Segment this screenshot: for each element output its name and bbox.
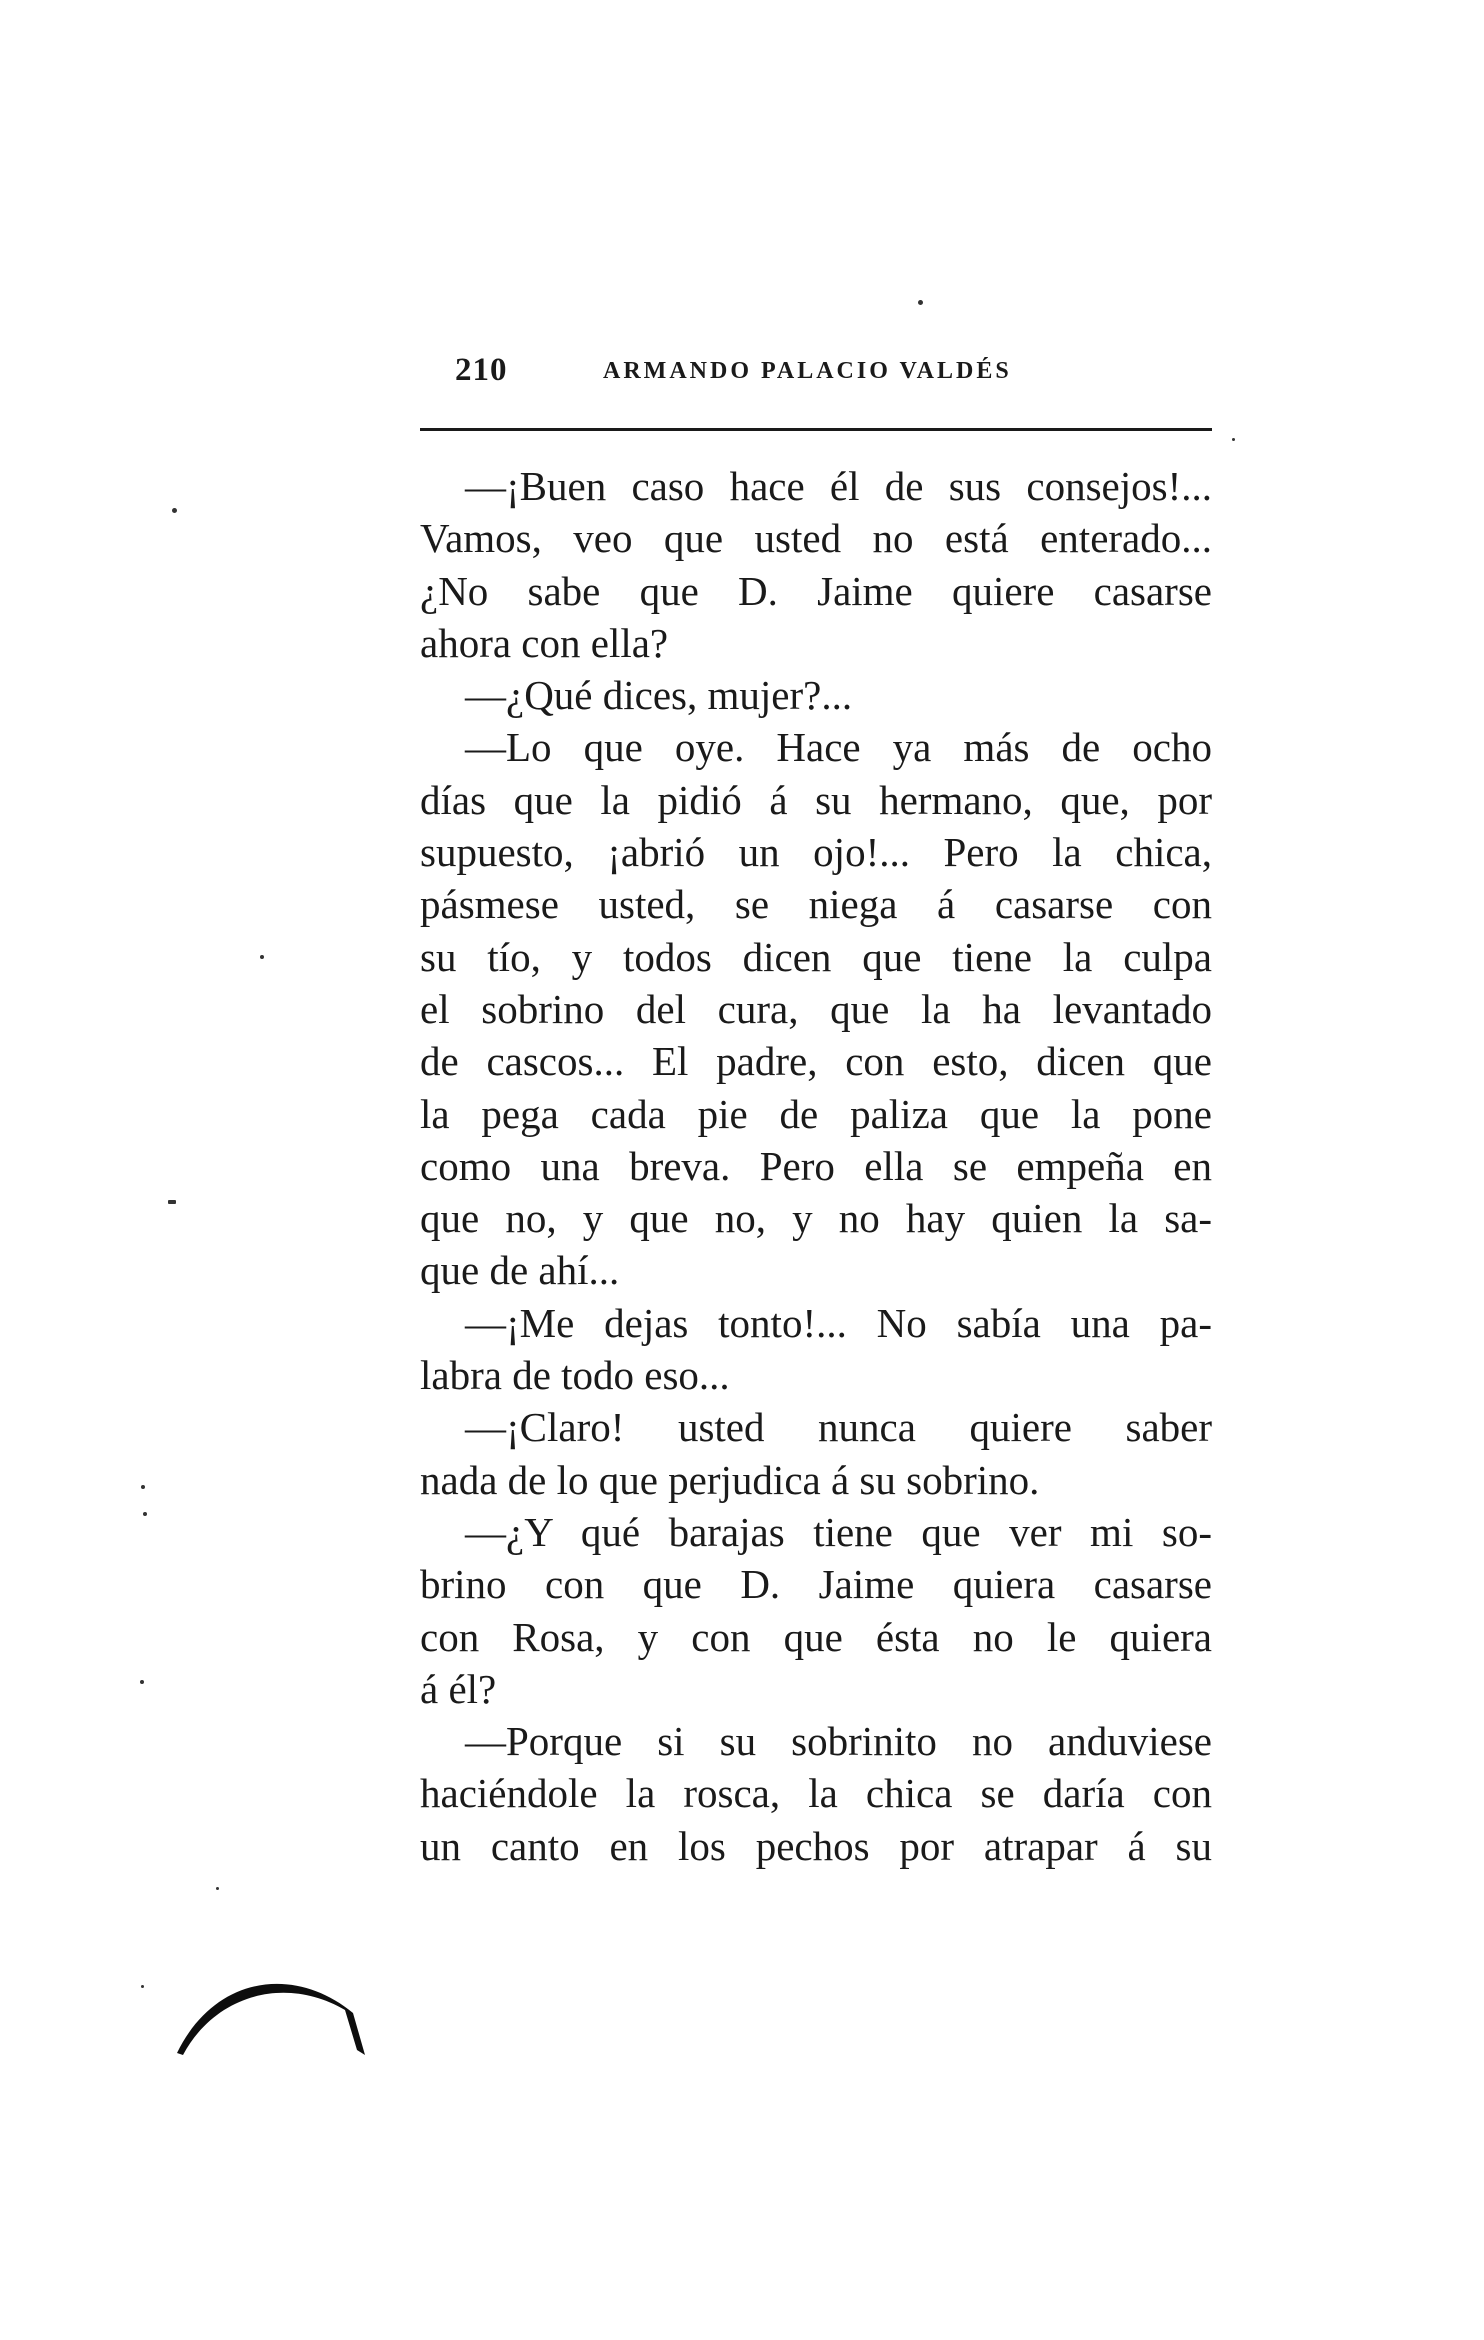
scan-speck bbox=[141, 1485, 145, 1489]
body-text bbox=[420, 460, 1212, 1872]
text-line: que no, y que no, y no hay quien la sa- bbox=[420, 1195, 1212, 1242]
scan-arc-artifact bbox=[175, 1955, 385, 2065]
text-line: pásmese usted, se niega á casarse con bbox=[420, 881, 1212, 928]
scan-speck bbox=[1232, 438, 1235, 441]
text-line: —¡Claro! usted nunca quiere saber bbox=[465, 1404, 1212, 1451]
text-line: labra de todo eso... bbox=[420, 1352, 730, 1399]
text-line: de cascos... El padre, con esto, dicen que bbox=[420, 1038, 1212, 1085]
text-line: la pega cada pie de paliza que la pone bbox=[420, 1090, 1212, 1137]
text-line: —Porque si su sobrinito no anduviese bbox=[465, 1718, 1212, 1765]
text-line: que de ahí... bbox=[420, 1247, 620, 1294]
text-line: brino con que D. Jaime quiera casarse bbox=[420, 1561, 1212, 1608]
text-line: ahora con ella? bbox=[420, 619, 669, 666]
scan-speck bbox=[168, 1200, 176, 1204]
scan-speck bbox=[918, 300, 923, 305]
text-line: —Lo que oye. Hace ya más de ocho bbox=[465, 724, 1212, 771]
header-rule bbox=[420, 428, 1212, 431]
text-line: Vamos, veo que usted no está enterado... bbox=[420, 515, 1212, 562]
scan-speck bbox=[140, 1680, 144, 1684]
text-line: á él? bbox=[420, 1665, 497, 1712]
scan-speck bbox=[172, 508, 177, 513]
text-line: nada de lo que perjudica á su sobrino. bbox=[420, 1456, 1040, 1503]
text-line: ¿No sabe que D. Jaime quiere casarse bbox=[420, 567, 1212, 614]
scan-speck bbox=[143, 1512, 147, 1516]
text-line: —¿Qué dices, mujer?... bbox=[465, 672, 853, 719]
running-head-author: ARMANDO PALACIO VALDÉS bbox=[603, 358, 1012, 384]
text-line: su tío, y todos dicen que tiene la culpa bbox=[420, 933, 1212, 980]
running-head bbox=[420, 352, 1220, 402]
text-line: días que la pidió á su hermano, que, por bbox=[420, 776, 1212, 823]
page-number: 210 bbox=[455, 352, 508, 388]
scan-speck bbox=[141, 1985, 144, 1988]
text-line: haciéndole la rosca, la chica se daría con bbox=[420, 1770, 1212, 1817]
text-line: como una breva. Pero ella se empeña en bbox=[420, 1142, 1212, 1189]
scan-speck bbox=[260, 955, 264, 959]
text-line: —¡Buen caso hace él de sus consejos!... bbox=[465, 463, 1212, 509]
text-line: supuesto, ¡abrió un ojo!... Pero la chica, bbox=[420, 829, 1212, 876]
text-line: el sobrino del cura, que la ha levantado bbox=[420, 985, 1212, 1032]
text-line: con Rosa, y con que ésta no le quiera bbox=[420, 1613, 1212, 1660]
text-line: —¿Y qué barajas tiene que ver mi so- bbox=[465, 1508, 1212, 1555]
scan-speck bbox=[216, 1887, 219, 1890]
text-line: —¡Me dejas tonto!... No sabía una pa- bbox=[465, 1299, 1212, 1346]
text-line: un canto en los pechos por atrapar á su bbox=[420, 1822, 1212, 1869]
